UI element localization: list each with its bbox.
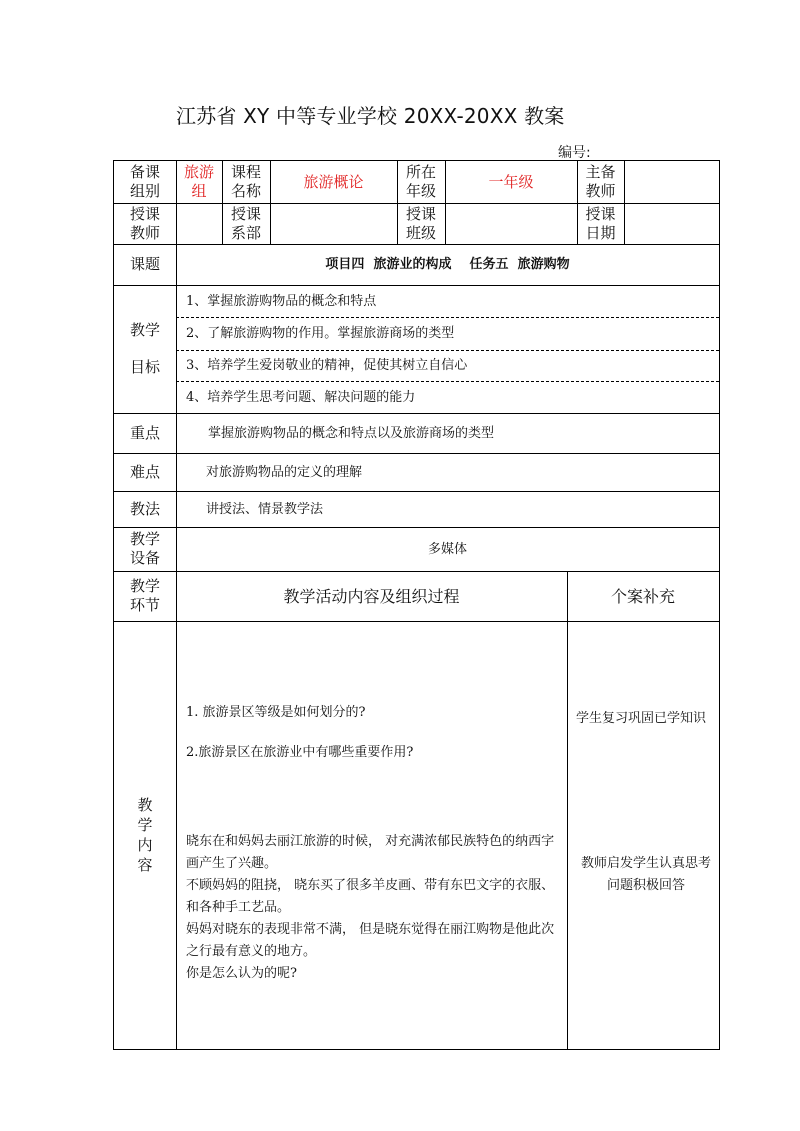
story-paragraph: 妈妈对晓东的表现非常不满， 但是晓东觉得在丽江购物是他此次之行最有意义的地方。	[186, 922, 555, 959]
lead-teacher-value	[624, 161, 719, 203]
equipment-label: 教学 设备	[129, 530, 160, 567]
story-paragraph: 不顾妈妈的阻挠， 晓东买了很多羊皮画、带有东巴文字的衣服、和各种手工艺品。	[186, 878, 555, 915]
story-paragraph: 晓东在和妈妈去丽江旅游的时候， 对充满浓郁民族特色的纳西字画产生了兴趣。	[186, 834, 555, 871]
method-value: 讲授法、情景教学法	[206, 501, 324, 517]
difficulty-value: 对旅游购物品的定义的理解	[206, 464, 363, 480]
objective-item: 2、了解旅游购物的作用。掌握旅游商场的类型	[186, 326, 455, 341]
stage-label: 教学 环节	[129, 577, 160, 614]
supplement-note: 教师启发学生认真思考问题积极回答	[580, 856, 711, 893]
difficulty-label: 难点	[129, 462, 160, 481]
document-title: 江苏省 XY 中等专业学校 20XX-20XX 教案	[176, 104, 565, 128]
topic-value: 项目四 旅游业的构成 任务五 旅游购物	[325, 257, 570, 272]
grade-value: 一年级	[488, 172, 534, 191]
objective-item: 1、掌握旅游购物品的概念和特点	[186, 293, 377, 309]
method-label: 教法	[129, 499, 160, 518]
review-question: 2.旅游景区在旅游业中有哪些重要作用?	[186, 745, 414, 760]
course-label: 课程 名称	[230, 163, 261, 200]
objectives-label	[114, 285, 176, 413]
case-story	[186, 831, 562, 985]
activity-header: 教学活动内容及组织过程	[283, 586, 460, 606]
teacher-label: 授课 教师	[129, 204, 160, 242]
group-value: 旅游 组	[183, 163, 214, 200]
objective-item: 4、培养学生思考问题、解决问题的能力	[186, 389, 416, 405]
date-label: 授课 日期	[585, 204, 616, 242]
class-label: 授课 班级	[405, 204, 436, 242]
content-label: 教 学 内 容	[137, 796, 153, 874]
department-label: 授课 系部	[230, 204, 261, 242]
objectives-label-line1: 教学	[129, 321, 160, 339]
objective-item: 3、培养学生爱岗敬业的精神，促使其树立自信心	[186, 358, 468, 373]
lead-teacher-label: 主备 教师	[585, 163, 616, 200]
grade-label: 所在 年级	[405, 163, 436, 200]
lesson-plan-table	[113, 160, 720, 1050]
supplement-note: 学生复习巩固已学知识	[576, 711, 707, 726]
review-question: 1. 旅游景区等级是如何划分的?	[186, 705, 366, 720]
story-paragraph: 你是怎么认为的呢?	[186, 966, 297, 981]
topic-label: 课题	[129, 255, 160, 273]
group-label: 备课 组别	[129, 163, 160, 200]
key-point-value: 掌握旅游购物品的概念和特点以及旅游商场的类型	[208, 425, 495, 441]
serial-number-label: 编号:	[558, 145, 591, 161]
objectives-label-line2: 目标	[129, 358, 160, 376]
key-point-label: 重点	[129, 423, 160, 442]
supplement-header: 个案补充	[610, 586, 675, 606]
equipment-value: 多媒体	[427, 541, 467, 557]
course-value: 旅游概论	[303, 172, 364, 191]
